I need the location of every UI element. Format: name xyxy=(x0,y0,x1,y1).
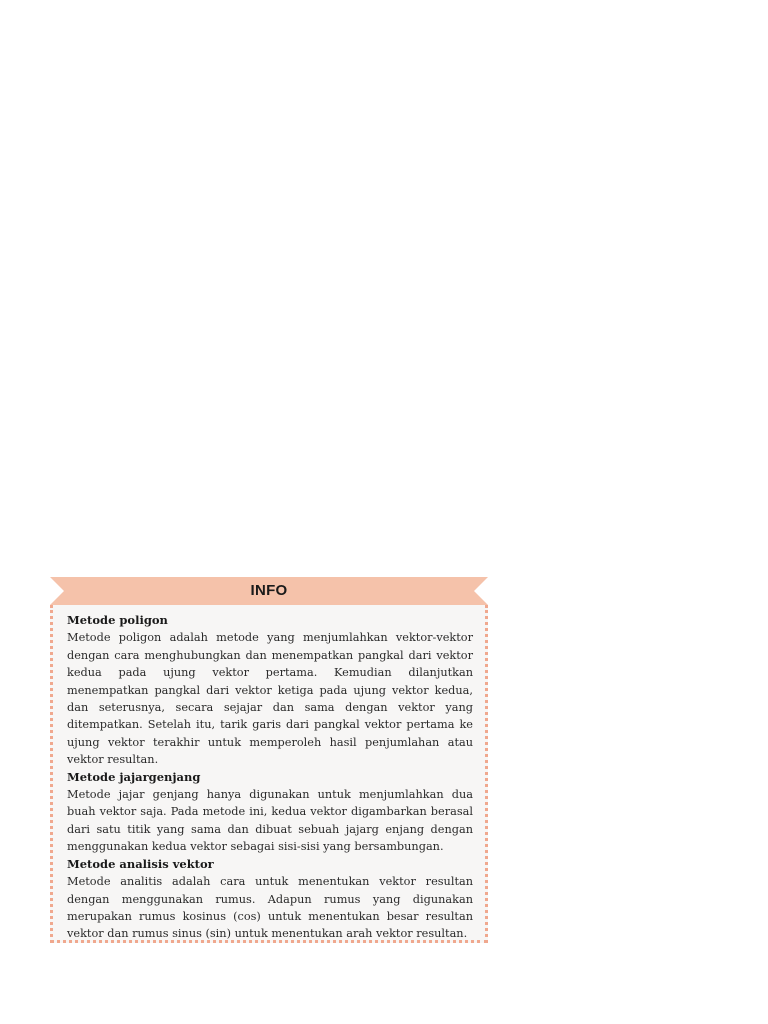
section-heading-poligon: Metode poligon xyxy=(67,613,168,627)
section-body-jajargenjang: Metode jajar genjang hanya digunakan untuk menjumlahkan dua buah vektor saja. Pada metode ini, kedua vektor digambarkan berasal dari satu titik yang sama dan dibuat sebuah jajarg enjang dengan menggunakan kedua vektor sebagai sisi-sisi yang bersambungan. xyxy=(67,788,473,854)
info-title: INFO xyxy=(250,582,288,599)
info-box xyxy=(50,577,488,943)
section-body-analisis: Metode analitis adalah cara untuk menentukan vektor resultan dengan menggunakan rumus. Adapun rumus yang digunakan merupakan rumus kosinus (cos) untuk menentukan besar resultan vektor dan rumus sinus (sin) untuk menentukan arah vektor resultan. xyxy=(67,875,473,941)
section-heading-analisis: Metode analisis vektor xyxy=(67,856,214,871)
section-body-poligon: Metode poligon adalah metode yang menjumlahkan vektor-vektor dengan cara menghubungkan dan menempatkan pangkal dari vektor kedua pada ujung vektor pertama. Kemudian dilanjutkan menempatkan pangkal dari vektor ketiga pada ujung vektor kedua, dan seterusnya, secara sejajar dan sama dengan vektor yang ditempatkan. Setelah itu, tarik garis dari pangkal vektor pertama ke ujung vektor terakhir untuk memperoleh hasil penjumlahan atau vektor resultan. xyxy=(67,631,473,767)
section-heading-jajargenjang: Metode jajargenjang xyxy=(67,769,201,784)
info-content xyxy=(50,605,488,943)
info-banner xyxy=(50,577,488,605)
